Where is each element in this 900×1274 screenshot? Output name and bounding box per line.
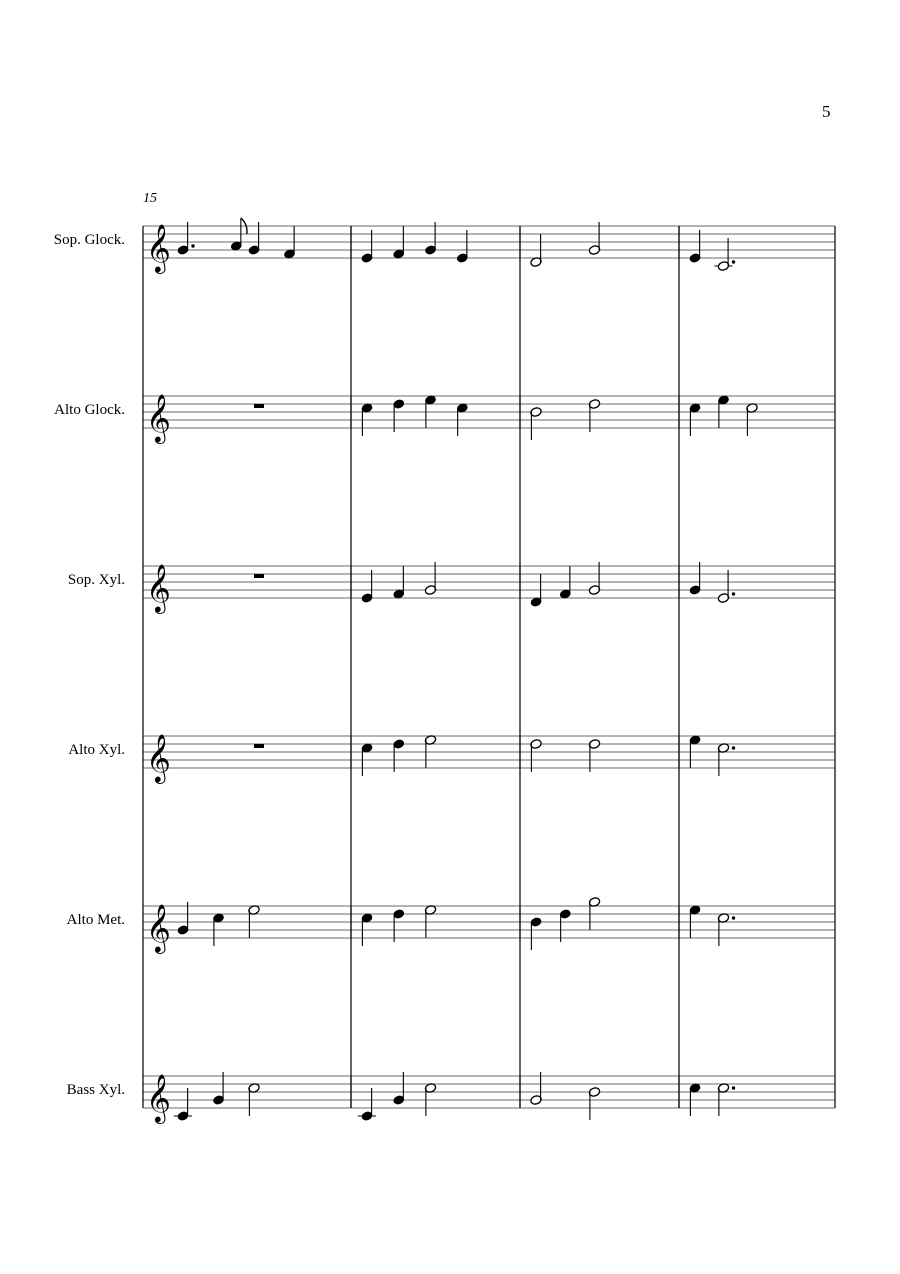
staff-2 [143, 393, 835, 444]
instrument-label: Sop. Xyl. [67, 572, 125, 588]
treble-clef-icon: 𝄞 [146, 393, 171, 442]
measure-number: 15 [143, 191, 157, 206]
instrument-label: Alto Glock. [54, 402, 125, 418]
whole-rest [254, 744, 264, 748]
augmentation-dot [732, 260, 735, 263]
treble-clef-icon: 𝄞 [146, 563, 171, 612]
staff-6 [143, 1072, 835, 1124]
augmentation-dot [732, 1086, 735, 1089]
staff-3 [143, 562, 835, 614]
instrument-label: Bass Xyl. [66, 1082, 125, 1098]
augmentation-dot [732, 916, 735, 919]
treble-clef-icon: 𝄞 [146, 1073, 171, 1122]
treble-clef-icon: 𝄞 [146, 733, 171, 782]
treble-clef-icon: 𝄞 [146, 903, 171, 952]
staff-4 [143, 733, 835, 784]
whole-rest [254, 404, 264, 408]
staff-5 [143, 897, 835, 954]
instrument-label: Alto Xyl. [68, 742, 125, 758]
instrument-label: Sop. Glock. [53, 232, 125, 248]
augmentation-dot [732, 746, 735, 749]
whole-rest [254, 574, 264, 578]
staff-1 [143, 218, 835, 274]
augmentation-dot [191, 244, 194, 247]
treble-clef-icon: 𝄞 [146, 223, 171, 272]
augmentation-dot [732, 592, 735, 595]
page-number: 5 [822, 102, 831, 121]
instrument-label: Alto Met. [66, 912, 125, 928]
